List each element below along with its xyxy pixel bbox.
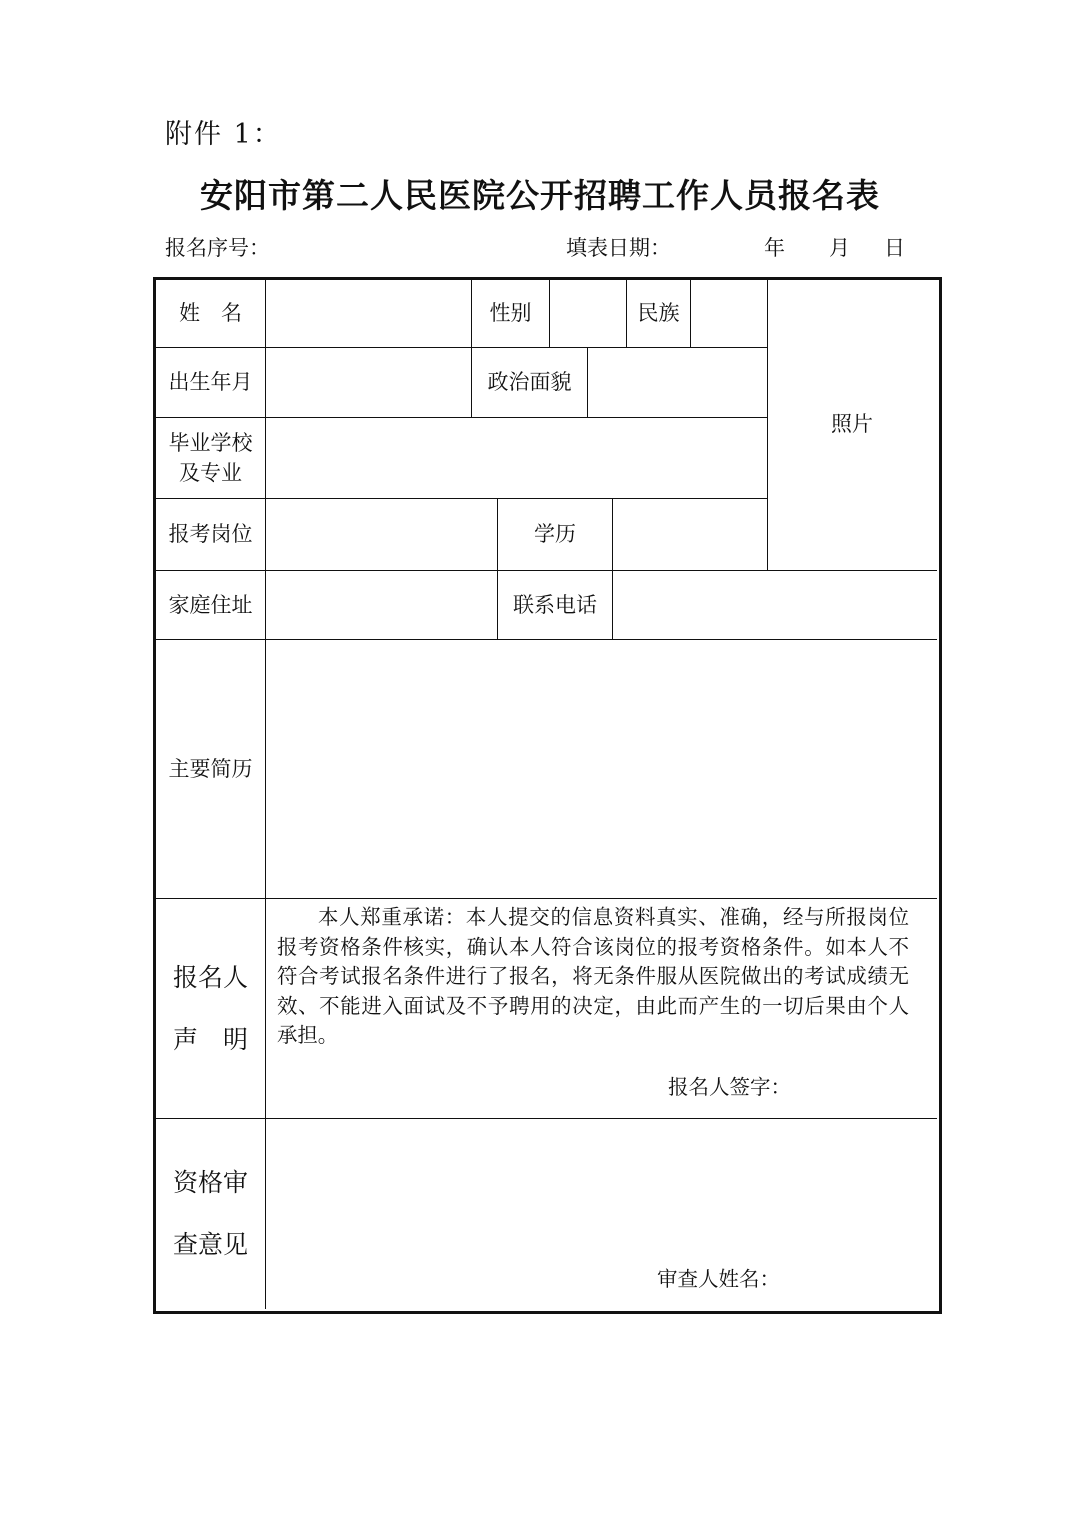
review-opinion-field[interactable] [266,1119,936,1308]
attachment-label: 附件 1： [165,119,282,150]
serial-number-label: 报名序号： [165,236,270,260]
declaration-text: 本人郑重承诺：本人提交的信息资料真实、准确，经与所报岗位报考资格条件核实，确认本人符合该岗位的报考资格条件。如本人不符合考试报名条件进行了报名，将无条件服从医院做出的考试成绩无效、不能进入面试及不予聘用的决定，由此而产生的一切后果由个人承担。 [277,905,909,1047]
birth-date-field[interactable] [266,348,471,417]
ethnicity-field[interactable] [691,279,767,347]
position-label: 报考岗位 [168,522,253,547]
photo-label: 照片 [831,412,873,436]
review-opinion-label-line1: 资格审 [172,1167,248,1197]
review-opinion-label [156,1119,265,1308]
declaration-label [156,899,265,1118]
declaration-label-line2: 声 明 [172,1024,248,1054]
applicant-signature-label: 报名人签字： [668,1075,791,1099]
school-major-label-line2: 及专业 [179,461,242,485]
address-field[interactable] [266,571,497,639]
phone-field[interactable] [613,571,936,639]
date-year-label: 年 [764,236,785,260]
birth-date-label: 出生年月 [168,370,253,395]
review-opinion-label-line2: 查意见 [172,1229,248,1259]
school-major-field[interactable] [266,418,767,498]
reviewer-name-label: 审查人姓名： [657,1267,780,1291]
declaration-label-line1: 报名人 [172,962,248,992]
gender-label: 性别 [489,300,532,325]
date-month-label: 月 [829,236,850,260]
school-major-label-line1: 毕业学校 [168,430,253,455]
name-field[interactable] [266,279,471,347]
date-day-label: 日 [884,236,905,260]
political-status-field[interactable] [588,348,767,417]
ethnicity-label: 民族 [637,300,680,325]
photo-box[interactable] [768,279,936,570]
resume-label: 主要简历 [168,756,253,781]
political-status-label: 政治面貌 [487,370,572,395]
school-major-label [156,418,265,498]
page-title: 安阳市第二人民医院公开招聘工作人员报名表 [200,176,880,215]
address-label: 家庭住址 [168,592,253,617]
row-divider [155,898,937,899]
gender-field[interactable] [550,279,626,347]
phone-label: 联系电话 [513,592,597,617]
fill-date-label: 填表日期： [566,236,671,260]
education-label: 学历 [534,522,576,547]
position-field[interactable] [266,499,497,570]
education-field[interactable] [613,499,767,570]
resume-field[interactable] [266,640,936,898]
name-label: 姓 名 [179,300,242,325]
